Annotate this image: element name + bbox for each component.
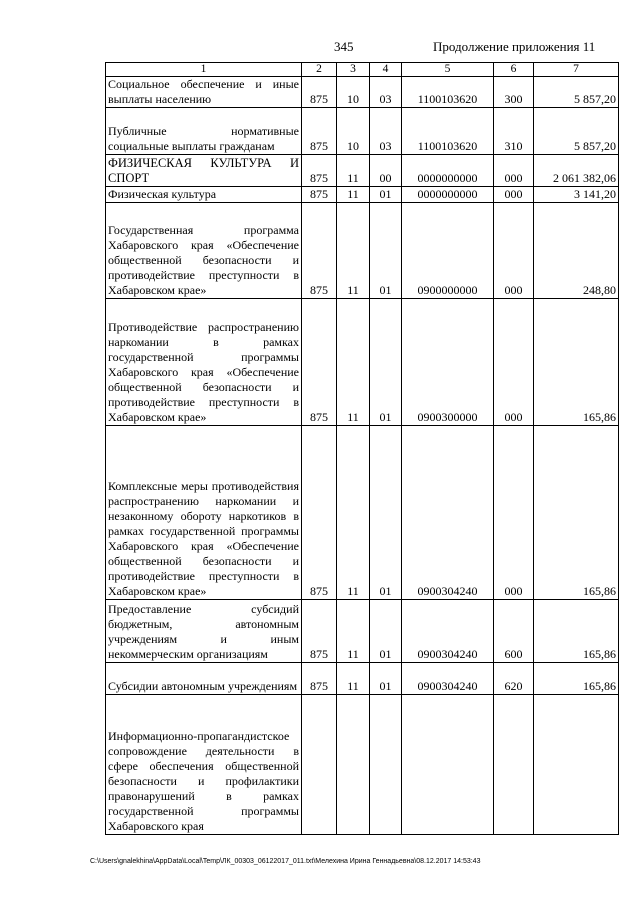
cell-section: 11 bbox=[337, 299, 370, 426]
cell-subsection: 01 bbox=[370, 663, 402, 695]
cell-amount: 3 141,20 bbox=[534, 187, 619, 203]
cell-section: 11 bbox=[337, 203, 370, 299]
cell-type: 310 bbox=[494, 108, 534, 155]
cell-subsection: 03 bbox=[370, 108, 402, 155]
cell-code bbox=[302, 695, 337, 835]
cell-target: 0900304240 bbox=[402, 663, 494, 695]
cell-subsection: 00 bbox=[370, 155, 402, 187]
cell-subsection: 03 bbox=[370, 77, 402, 108]
cell-amount: 165,86 bbox=[534, 299, 619, 426]
table-row bbox=[106, 663, 619, 695]
cell-code: 875 bbox=[302, 203, 337, 299]
column-header: 6 bbox=[494, 63, 534, 77]
cell-subsection: 01 bbox=[370, 187, 402, 203]
continuation-label: Продолжение приложения 11 bbox=[433, 39, 596, 54]
cell-amount bbox=[534, 695, 619, 835]
cell-target: 0000000000 bbox=[402, 187, 494, 203]
row-name: Публичные нормативные социальные выплаты гражданам bbox=[106, 108, 302, 155]
row-name: Социальное обеспечение и иные выплаты населению bbox=[106, 77, 302, 108]
cell-section: 11 bbox=[337, 600, 370, 663]
row-name: Государственная программа Хабаровского края «Обеспечение общественной безопасности и противодействие преступности в Хабаровском крае» bbox=[106, 203, 302, 299]
cell-type: 000 bbox=[494, 203, 534, 299]
cell-code: 875 bbox=[302, 299, 337, 426]
cell-subsection: 01 bbox=[370, 299, 402, 426]
table-row bbox=[106, 600, 619, 663]
table-row bbox=[106, 426, 619, 600]
table-row bbox=[106, 155, 619, 187]
cell-section bbox=[337, 695, 370, 835]
table-row bbox=[106, 187, 619, 203]
table-row bbox=[106, 77, 619, 108]
cell-code: 875 bbox=[302, 663, 337, 695]
row-name: ФИЗИЧЕСКАЯ КУЛЬТУРА И СПОРТ bbox=[106, 155, 302, 187]
column-header: 3 bbox=[337, 63, 370, 77]
cell-type bbox=[494, 695, 534, 835]
table-row bbox=[106, 299, 619, 426]
cell-target: 0000000000 bbox=[402, 155, 494, 187]
cell-section: 11 bbox=[337, 187, 370, 203]
cell-section: 10 bbox=[337, 77, 370, 108]
cell-type: 000 bbox=[494, 187, 534, 203]
column-header: 1 bbox=[106, 63, 302, 77]
table-row bbox=[106, 203, 619, 299]
cell-amount: 165,86 bbox=[534, 426, 619, 600]
cell-target bbox=[402, 695, 494, 835]
cell-section: 11 bbox=[337, 155, 370, 187]
row-name: Физическая культура bbox=[106, 187, 302, 203]
row-name: Комплексные меры противодействия распространению наркомании и незаконному обороту наркотиков в рамках государственной программы Хабаровского края «Обеспечение общественной безопасности и противодействие преступности в Хабаровском крае» bbox=[106, 426, 302, 600]
cell-code: 875 bbox=[302, 426, 337, 600]
cell-type: 000 bbox=[494, 299, 534, 426]
table-row bbox=[106, 108, 619, 155]
column-header: 7 bbox=[534, 63, 619, 77]
cell-code: 875 bbox=[302, 600, 337, 663]
cell-subsection: 01 bbox=[370, 203, 402, 299]
cell-amount: 165,86 bbox=[534, 600, 619, 663]
cell-code: 875 bbox=[302, 155, 337, 187]
cell-amount: 165,86 bbox=[534, 663, 619, 695]
cell-subsection bbox=[370, 695, 402, 835]
cell-section: 11 bbox=[337, 663, 370, 695]
cell-section: 10 bbox=[337, 108, 370, 155]
cell-code: 875 bbox=[302, 187, 337, 203]
cell-amount: 248,80 bbox=[534, 203, 619, 299]
cell-subsection: 01 bbox=[370, 426, 402, 600]
cell-target: 0900000000 bbox=[402, 203, 494, 299]
cell-type: 000 bbox=[494, 426, 534, 600]
budget-table bbox=[105, 62, 619, 835]
page-number: 345 bbox=[334, 39, 354, 54]
row-name: Информационно-пропагандистское сопровождение деятельности в сфере обеспечения общественной безопасности и профилактики правонарушений в рамках государственной программы Хабаровского края bbox=[106, 695, 302, 835]
cell-target: 0900304240 bbox=[402, 426, 494, 600]
cell-code: 875 bbox=[302, 77, 337, 108]
column-number-row bbox=[106, 63, 619, 77]
cell-type: 300 bbox=[494, 77, 534, 108]
cell-target: 0900300000 bbox=[402, 299, 494, 426]
file-path-footer: C:\Users\gnalekhina\AppData\Local\Temp\ЛК_00303_06122017_011.txt\Мелехина Ирина Геннадьевна\08.12.2017 14:53:43 bbox=[90, 858, 481, 865]
row-name: Предоставление субсидий бюджетным, автономным учреждениям и иным некоммерческим организациям bbox=[106, 600, 302, 663]
table-row bbox=[106, 695, 619, 835]
row-name: Противодействие распространению наркомании в рамках государственной программы Хабаровского края «Обеспечение общественной безопасности и противодействие преступности в Хабаровском крае» bbox=[106, 299, 302, 426]
cell-amount: 5 857,20 bbox=[534, 108, 619, 155]
cell-type: 000 bbox=[494, 155, 534, 187]
cell-target: 1100103620 bbox=[402, 108, 494, 155]
cell-section: 11 bbox=[337, 426, 370, 600]
column-header: 4 bbox=[370, 63, 402, 77]
column-header: 2 bbox=[302, 63, 337, 77]
cell-type: 620 bbox=[494, 663, 534, 695]
cell-target: 1100103620 bbox=[402, 77, 494, 108]
cell-amount: 5 857,20 bbox=[534, 77, 619, 108]
cell-code: 875 bbox=[302, 108, 337, 155]
cell-target: 0900304240 bbox=[402, 600, 494, 663]
cell-subsection: 01 bbox=[370, 600, 402, 663]
column-header: 5 bbox=[402, 63, 494, 77]
row-name: Субсидии автономным учреждениям bbox=[106, 663, 302, 695]
cell-type: 600 bbox=[494, 600, 534, 663]
cell-amount: 2 061 382,06 bbox=[534, 155, 619, 187]
